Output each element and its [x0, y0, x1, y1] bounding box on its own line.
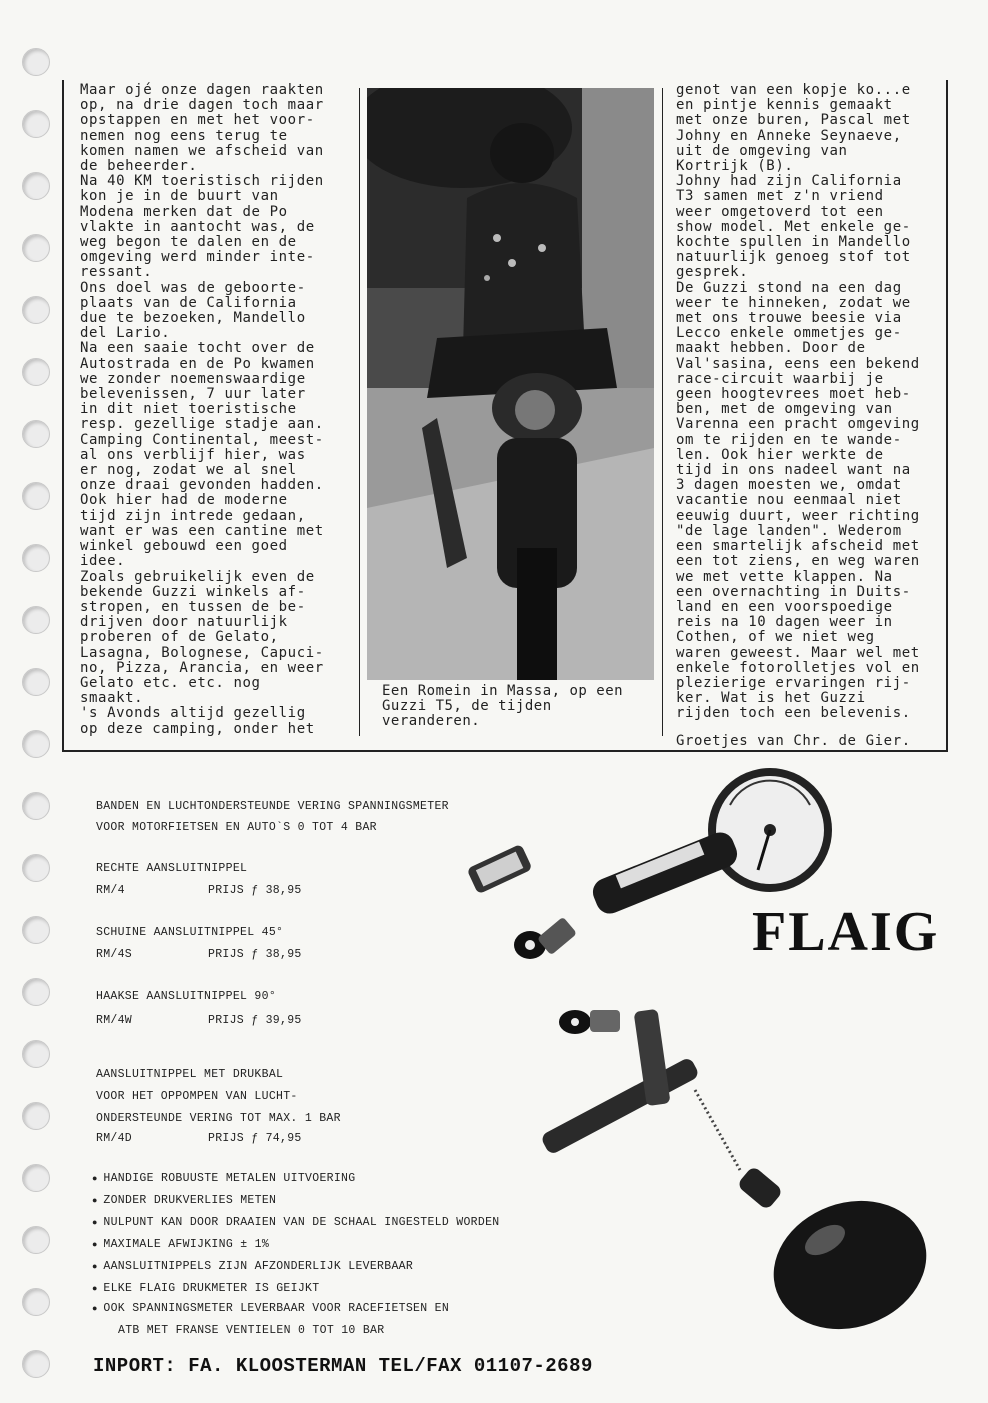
ad-headline-1: BANDEN EN LUCHTONDERSTEUNDE VERING SPANNINGSMETER	[96, 800, 449, 813]
product-code: RM/4W	[96, 1014, 133, 1027]
product-price: PRIJS ƒ 39,95	[208, 1014, 302, 1027]
product-name: RECHTE AANSLUITNIPPEL	[96, 862, 248, 875]
binder-hole	[22, 544, 50, 572]
binder-hole	[22, 606, 50, 634]
binder-hole	[22, 420, 50, 448]
import-contact-line: INPORT: FA. KLOOSTERMAN TEL/FAX 01107-2689	[93, 1355, 593, 1377]
article-right-column: genot van een kopje ko...e en pintje kennis gemaakt met onze buren, Pascal met Johny en Anneke Seynaeve, uit de omgeving van Kortrijk (B). Johny had zijn California T3 samen met z'n vriend weer omgetoverd tot een show model. Met enkele ge- kochte spullen in Mandello natuurlijk genoeg stof tot gesprek. De Guzzi stond na een dag weer te hinneken, zodat we met ons trouwe beesie via Lecco enkele ommetjes ge- maakt hebben. Door de Val'sasina, eens een bekend race-circuit waarbij je geen hoogtevrees moet heb- ben, met de omgeving van Varenna een pracht omgeving om te rijden en te wande- len. Ook hier werkte de tijd in ons nadeel want na 3 dagen moesten we, omdat vacantie nou eenmaal niet eeuwig duurt, weer richting "de lage landen". Wederom een smartelijk afscheid met een tot ziens, en weg waren we met vette klappen. Na een overnachting in Duits- land en een voorspoedige reis na 10 dagen weer in Cothen, of we niet weg waren geweest. Maar wel met enkele fotorolletjes vol en plezierige ervaringen rij- ker. Wat is het Guzzi rijden toch een belevenis.	[676, 82, 920, 722]
binder-hole	[22, 1040, 50, 1068]
binder-hole	[22, 730, 50, 758]
ad-top-rule	[62, 750, 948, 752]
pump-price: PRIJS ƒ 74,95	[208, 1132, 302, 1145]
binder-holes	[22, 48, 48, 1388]
straight-nipple-icon	[466, 844, 532, 895]
product-name: SCHUINE AANSLUITNIPPEL 45°	[96, 926, 284, 939]
binder-hole	[22, 1288, 50, 1316]
binder-hole	[22, 110, 50, 138]
binder-hole	[22, 668, 50, 696]
binder-hole	[22, 234, 50, 262]
flaig-products-illustration	[440, 760, 950, 1360]
binder-hole	[22, 1164, 50, 1192]
feature-bullet: ● OOK SPANNINGSMETER LEVERBAAR VOOR RACEFIETSEN EN	[92, 1302, 449, 1315]
feature-bullet: ● ELKE FLAIG DRUKMETER IS GEIJKT	[92, 1282, 319, 1295]
ad-headline-2: VOOR MOTORFIETSEN EN AUTO`S 0 TOT 4 BAR	[96, 821, 377, 834]
feature-bullet: ● AANSLUITNIPPELS ZIJN AFZONDERLIJK LEVERBAAR	[92, 1260, 413, 1273]
binder-hole	[22, 1102, 50, 1130]
right-angle-nipple-icon	[559, 1010, 620, 1034]
pump-line-3: ONDERSTEUNDE VERING TOT MAX. 1 BAR	[96, 1112, 341, 1125]
feature-bullet: ● MAXIMALE AFWIJKING ± 1%	[92, 1238, 269, 1251]
binder-hole	[22, 358, 50, 386]
binder-hole	[22, 978, 50, 1006]
column-rule-2	[662, 88, 663, 736]
article-signoff: Groetjes van Chr. de Gier.	[676, 733, 911, 749]
feature-bullet-continuation: ATB MET FRANSE VENTIELEN 0 TOT 10 BAR	[118, 1324, 385, 1337]
pump-bulb-icon	[736, 1165, 944, 1350]
product-price: PRIJS ƒ 38,95	[208, 884, 302, 897]
frame-right-rule	[946, 80, 948, 750]
photo-caption: Een Romein in Massa, op een Guzzi T5, de tijden veranderen.	[382, 683, 624, 729]
product-code: RM/4	[96, 884, 125, 897]
article-photo	[367, 88, 654, 680]
angled-nipple-icon	[514, 917, 577, 959]
binder-hole	[22, 1226, 50, 1254]
binder-hole	[22, 482, 50, 510]
pressure-gauge-icon	[589, 768, 832, 918]
pump-line-1: AANSLUITNIPPEL MET DRUKBAL	[96, 1068, 284, 1081]
feature-bullet: ● HANDIGE ROBUUSTE METALEN UITVOERING	[92, 1172, 355, 1185]
binder-hole	[22, 916, 50, 944]
binder-hole	[22, 172, 50, 200]
flaig-logo: FLAIG	[752, 901, 940, 963]
binder-hole	[22, 48, 50, 76]
binder-hole	[22, 792, 50, 820]
frame-left-rule	[62, 80, 64, 750]
column-rule-1	[359, 88, 360, 736]
pump-code: RM/4D	[96, 1132, 133, 1145]
binder-hole	[22, 296, 50, 324]
product-name: HAAKSE AANSLUITNIPPEL 90°	[96, 990, 277, 1003]
article-left-column: Maar ojé onze dagen raakten op, na drie dagen toch maar opstappen en met het voor- nemen nog eens terug te komen namen we afscheid van de beheerder. Na 40 KM toeristisch rijden kon je in de buurt van Modena merken dat de Po vlakte in aantocht was, de weg begon te dalen en de omgeving werd minder inte- ressant. Ons doel was de geboorte- plaats van de California due te bezoeken, Mandello del Lario. Na een saaie tocht over de Autostrada en de Po kwamen we zonder noemenswaardige belevenissen, 7 uur later in dit niet toeristische resp. gezellige stadje aan. Camping Continental, meest- al ons verblijf hier, was er nog, zodat we al snel onze draai gevonden hadden. Ook hier had de moderne tijd zijn intrede gedaan, want er was een cantine met winkel gebouwd een goed idee. Zoals gebruikelijk even de bekende Guzzi winkels af- stropen, en tussen de be- drijven door natuurlijk proberen of de Gelato, Lasagna, Bolognese, Capuci- no, Pizza, Arancia, en weer Gelato etc. etc. nog smaakt. 's Avonds altijd gezellig op deze camping, onder het	[80, 82, 324, 737]
feature-bullet: ● NULPUNT KAN DOOR DRAAIEN VAN DE SCHAAL INGESTELD WORDEN	[92, 1216, 499, 1229]
product-code: RM/4S	[96, 948, 133, 961]
motorcycle-rider-photo	[367, 88, 654, 680]
binder-hole	[22, 854, 50, 882]
binder-hole	[22, 1350, 50, 1378]
pump-line-2: VOOR HET OPPOMPEN VAN LUCHT-	[96, 1090, 298, 1103]
product-price: PRIJS ƒ 38,95	[208, 948, 302, 961]
feature-bullet: ● ZONDER DRUKVERLIES METEN	[92, 1194, 276, 1207]
